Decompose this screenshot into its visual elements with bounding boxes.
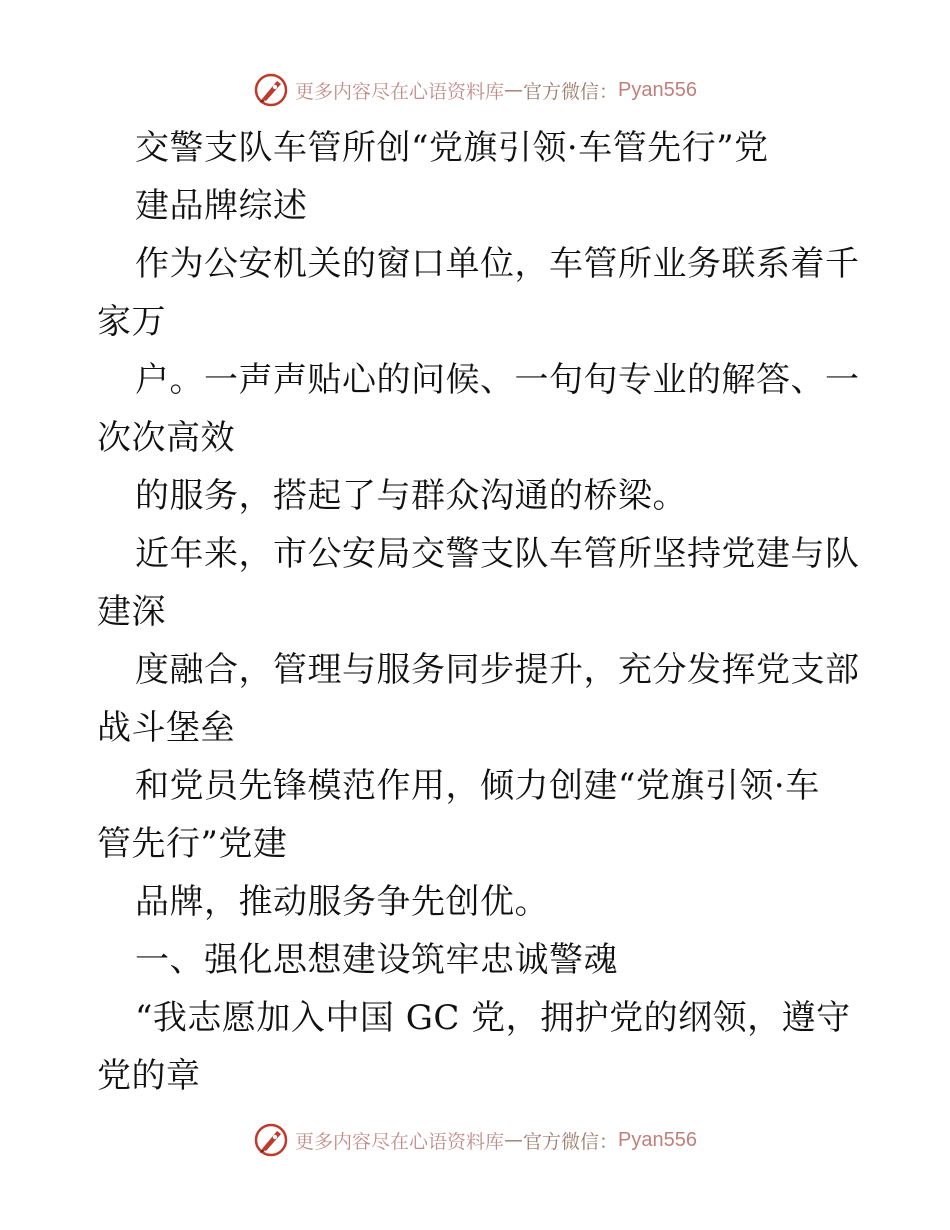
footer-watermark: [0, 1120, 950, 1160]
watermark-site-text: 更多内容尽在心语资料库: [295, 80, 505, 103]
watermark-separator: —: [504, 1129, 524, 1151]
text-line: 建品牌综述: [135, 186, 308, 226]
watermark-wechat-label: 官方微信：: [523, 80, 619, 103]
text-line: 一、强化思想建设筑牢忠诚警魂: [135, 940, 618, 980]
document-body: [97, 119, 860, 1105]
watermark-wechat-label: 官方微信：: [523, 1130, 619, 1153]
text-line: 度融合，管理与服务同步提升，充分发挥党支部: [135, 650, 860, 690]
text-line: 作为公安机关的窗口单位，车管所业务联系着千: [135, 244, 860, 284]
quill-pen-icon: [253, 72, 289, 108]
text-line: 品牌，推动服务争先创优。: [135, 882, 549, 922]
text-line: 家万: [97, 302, 166, 342]
quill-pen-icon: [253, 1122, 289, 1158]
watermark-wechat-id: Pyan556: [618, 1128, 697, 1151]
text-line: 建深: [97, 592, 166, 632]
text-line: 战斗堡垒: [97, 708, 235, 748]
watermark-separator: —: [504, 79, 524, 101]
header-watermark: [0, 70, 950, 110]
text-line: 近年来，市公安局交警支队车管所坚持党建与队: [135, 534, 860, 574]
watermark-site-text: 更多内容尽在心语资料库: [295, 1130, 505, 1153]
text-line: 党的章: [97, 1056, 201, 1096]
text-line: 管先行”党建: [97, 824, 288, 864]
text-line: 交警支队车管所创“党旗引领·车管先行”党: [135, 128, 769, 168]
watermark-wechat-id: Pyan556: [618, 78, 697, 101]
text-line: 的服务，搭起了与群众沟通的桥梁。: [135, 476, 687, 516]
text-line: 次次高效: [97, 418, 235, 458]
text-line: “我志愿加入中国 GC 党，拥护党的纲领，遵守: [135, 998, 851, 1038]
text-line: 户。一声声贴心的问候、一句句专业的解答、一: [135, 360, 860, 400]
text-line: 和党员先锋模范作用，倾力创建“党旗引领·车: [135, 766, 820, 806]
